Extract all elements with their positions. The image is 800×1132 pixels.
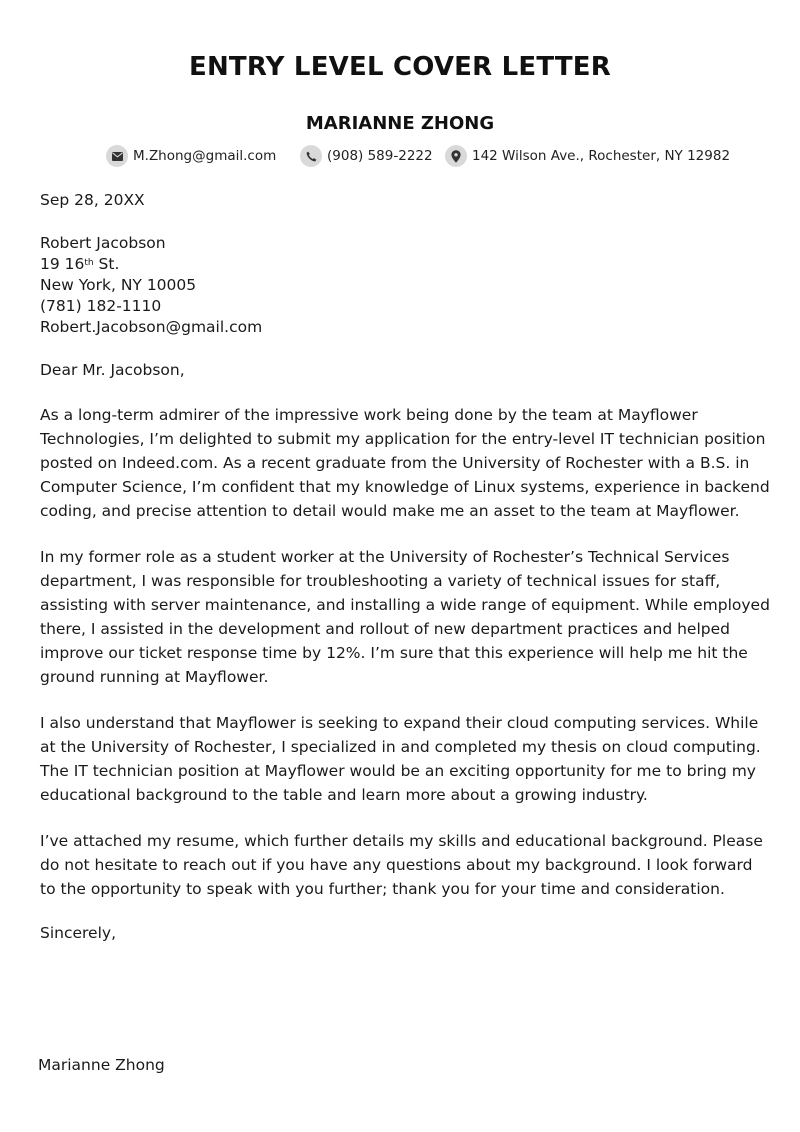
paragraph-experience: In my former role as a student worker at the University of Rochester’s Technical Services department, I was responsible for troubleshooting a variety of technical issues for staff, assisting with server maintenance, and installing a wide range of equipment. While employed there, I assisted in the development and rollout of new department practices and helped improve our ticket response time by 12%. I’m sure that this experience will help me hit the ground running at Mayflower. xyxy=(40,548,770,686)
letter-date: Sep 28, 20XX xyxy=(40,191,145,209)
recipient-city: New York, NY 10005 xyxy=(40,276,197,294)
sender-phone: (908) 589-2222 xyxy=(327,148,433,164)
recipient-street-number: 19 16 xyxy=(40,255,85,273)
letter-body xyxy=(40,190,770,944)
recipient-block xyxy=(40,233,770,338)
recipient-name: Robert Jacobson xyxy=(40,234,166,252)
paragraph-intro: As a long-term admirer of the impressive work being done by the team at Mayflower Technologies, I’m delighted to submit my application for the entry-level IT technician position posted on Indeed.com. As a recent graduate from the University of Rochester with a B.S. in Computer Science, I’m confident that my knowledge of Linux systems, experience in backend coding, and precise attention to detail would make me an asset to the team at Mayflower. xyxy=(40,406,770,520)
recipient-email: Robert.Jacobson@gmail.com xyxy=(40,318,263,336)
envelope-icon xyxy=(106,145,128,167)
sender-address: 142 Wilson Ave., Rochester, NY 12982 xyxy=(472,148,731,164)
document-title: ENTRY LEVEL COVER LETTER xyxy=(189,52,611,82)
location-pin-icon xyxy=(445,145,467,167)
signature: Marianne Zhong xyxy=(38,1056,165,1074)
recipient-street-suffix: th xyxy=(84,258,94,268)
recipient-street xyxy=(40,254,770,275)
paragraph-closing: I’ve attached my resume, which further details my skills and educational background. Please do not hesitate to reach out if you have any questions about my background. I look forward to the opportunity to speak with you further; thank you for your time and consideration. xyxy=(40,832,763,898)
recipient-street-name: St. xyxy=(93,255,120,273)
salutation: Dear Mr. Jacobson, xyxy=(40,361,185,379)
sender-name: MARIANNE ZHONG xyxy=(305,113,495,134)
paragraph-cloud: I also understand that Mayflower is seeking to expand their cloud computing services. While at the University of Rochester, I specialized in and completed my thesis on cloud computing. The IT technician position at Mayflower would be an exciting opportunity for me to bring my educational background to the table and learn more about a growing industry. xyxy=(40,714,761,804)
closing: Sincerely, xyxy=(40,924,117,942)
recipient-phone: (781) 182-1110 xyxy=(40,297,162,315)
phone-icon xyxy=(300,145,322,167)
contact-info-row xyxy=(0,145,800,167)
contact-address xyxy=(445,145,730,167)
contact-phone xyxy=(300,145,433,167)
sender-email: M.Zhong@gmail.com xyxy=(133,148,277,164)
contact-email xyxy=(106,145,276,167)
